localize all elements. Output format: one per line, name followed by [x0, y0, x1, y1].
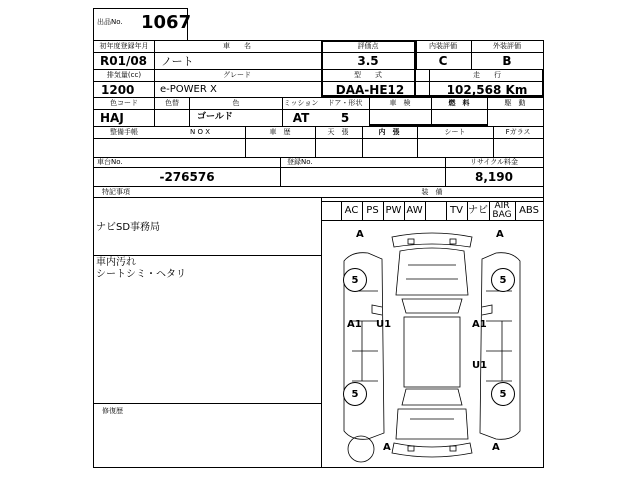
- equip-tv: TV: [450, 205, 463, 216]
- glass-label: Fガラス: [505, 128, 531, 136]
- special-note-line-3: シートシミ・ヘタリ: [96, 269, 186, 280]
- damage-rear-left: A: [383, 442, 391, 453]
- equip-ps: PS: [366, 205, 379, 216]
- fuel-label: 燃 料: [448, 99, 470, 107]
- chassis-label: 車台No.: [97, 158, 123, 166]
- mileage-label: 走 行: [473, 71, 501, 79]
- equip-abs: ABS: [519, 205, 539, 216]
- inner-panel-label: 内 張: [378, 128, 400, 136]
- special-notes-label: 特記事項: [102, 188, 130, 196]
- exterior-label: 外装評価: [493, 42, 521, 50]
- repair-history-label: 修復歴: [102, 407, 123, 415]
- model-value: DAA-HE12: [335, 83, 405, 97]
- color-value: ゴールド: [197, 112, 233, 122]
- history-label: 車 歴: [269, 128, 291, 136]
- damage-rear-right: A: [492, 442, 500, 453]
- doors-label: ドア・形状: [327, 99, 363, 107]
- special-note-line-2: 車内汚れ: [96, 257, 136, 268]
- damage-right-a1: A1: [472, 319, 487, 330]
- lot-label: 出品No.: [97, 18, 123, 26]
- chassis-value: -276576: [159, 170, 215, 184]
- car-inspection-label: 車 検: [389, 99, 411, 107]
- equip-ac: AC: [344, 205, 359, 216]
- color-label: 色: [232, 99, 240, 107]
- exterior-value: B: [502, 54, 512, 68]
- equip-pw: PW: [385, 205, 402, 216]
- tire-rear-left: 5: [343, 382, 367, 406]
- year-label: 初年度登録年月: [99, 42, 149, 50]
- damage-left-u1: U1: [376, 319, 392, 330]
- score-value: 3.5: [357, 54, 379, 68]
- special-note-line-1: ナビSD事務局: [96, 222, 161, 233]
- car-name-label: 車 名: [223, 42, 251, 50]
- lot-number: 1067: [141, 12, 192, 33]
- drive-label: 駆 動: [504, 99, 526, 107]
- car-damage-diagram: [322, 221, 543, 467]
- grade-value: e-POWER X: [160, 84, 217, 95]
- maintenance-label: 整備手帳: [110, 128, 138, 136]
- damage-left-a1: A1: [347, 319, 362, 330]
- score-label: 評価点: [357, 42, 379, 50]
- seat-label: シート: [444, 128, 466, 136]
- nox-label: N O X: [190, 128, 210, 136]
- doors-value: 5: [340, 111, 350, 125]
- displacement-label: 排気量(cc): [106, 71, 142, 79]
- transmission-value: AT: [292, 111, 310, 125]
- damage-right-u1: U1: [472, 360, 488, 371]
- damage-front-left: A: [356, 229, 364, 240]
- color-code-value: HAJ: [100, 111, 124, 125]
- model-label: 型 式: [354, 71, 382, 79]
- sunroof-label: 天 張: [327, 128, 349, 136]
- equipment-label: 装 備: [421, 188, 443, 196]
- registration-label: 登録No.: [287, 158, 313, 166]
- equip-airbag: AIR BAG: [492, 201, 512, 220]
- transmission-label: ミッション: [283, 99, 319, 107]
- tire-front-right: 5: [491, 268, 515, 292]
- recycle-label: リサイクル料金: [469, 158, 519, 166]
- damage-front-right: A: [496, 229, 504, 240]
- displacement-value: 1200: [101, 83, 135, 97]
- car-name-value: ノート: [161, 55, 194, 68]
- recycle-value: 8,190: [475, 170, 513, 184]
- equip-navi: ナビ: [468, 205, 488, 216]
- mileage-value: 102,568 Km: [446, 83, 528, 97]
- equip-aw: AW: [406, 205, 423, 216]
- color-change-label: 色替: [165, 99, 179, 107]
- year-value: R01/08: [100, 54, 148, 68]
- interior-label: 内装評価: [429, 42, 457, 50]
- tire-rear-right: 5: [491, 382, 515, 406]
- interior-value: C: [438, 54, 448, 68]
- color-code-label: 色コード: [110, 99, 138, 107]
- tire-front-left: 5: [343, 268, 367, 292]
- grade-label: グレード: [223, 71, 251, 79]
